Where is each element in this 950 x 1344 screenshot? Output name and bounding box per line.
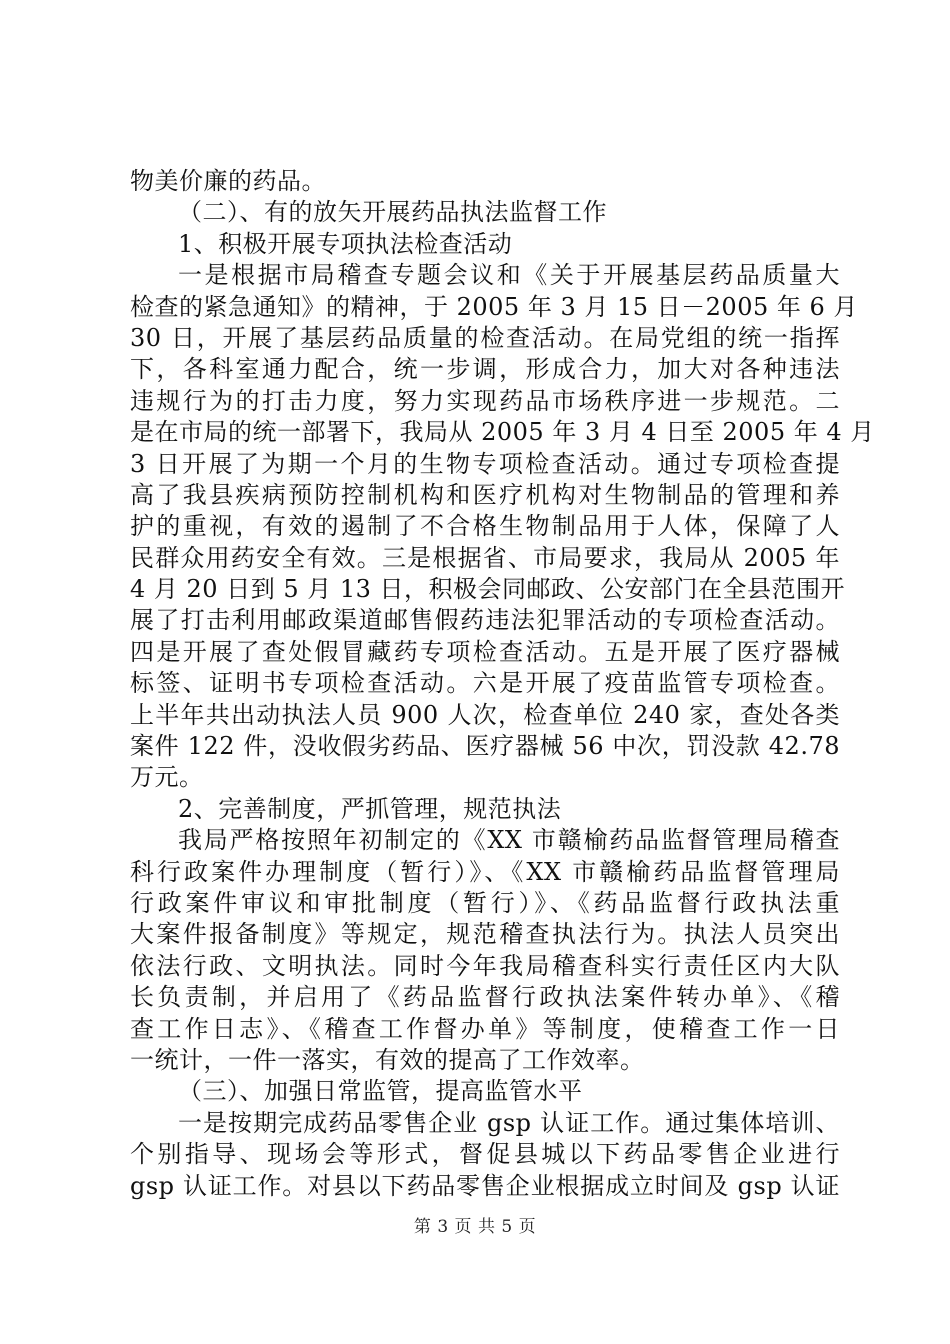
paragraph-line: 依法行政、文明执法。同时今年我局稽查科实行责任区内大队 — [130, 951, 840, 980]
paragraph-line: 物美价廉的药品。 — [130, 167, 326, 195]
paragraph-line: gsp 认证工作。对县以下药品零售企业根据成立时间及 gsp 认证 — [130, 1171, 840, 1200]
section-heading: （二）、有的放矢开展药品执法监督工作 — [178, 198, 607, 227]
paragraph-line: 护的重视，有效的遏制了不合格生物制品用于人体，保障了人 — [130, 512, 840, 541]
paragraph-line: 下，各科室通力配合，统一步调，形成合力，加大对各种违法 — [130, 355, 840, 384]
paragraph-line: 违规行为的打击力度，努力实现药品市场秩序进一步规范。二 — [130, 386, 840, 415]
paragraph-line: 3 日开展了为期一个月的生物专项检查活动。通过专项检查提 — [130, 449, 840, 478]
paragraph-line: 高了我县疾病预防控制机构和医疗机构对生物制品的管理和养 — [130, 480, 840, 509]
paragraph-line: 案件 122 件，没收假劣药品、医疗器械 56 中次，罚没款 42.78 — [130, 732, 840, 761]
paragraph-line: 是在市局的统一部署下，我局从 2005 年 3 月 4 日至 2005 年 4 月 — [130, 418, 875, 447]
paragraph-line: 展了打击利用邮政渠道邮售假药违法犯罪活动的专项检查活动。 — [130, 606, 840, 635]
paragraph-line: 标签、证明书专项检查活动。六是开展了疫苗监管专项检查。 — [130, 669, 840, 698]
section-heading: 2、完善制度，严抓管理，规范执法 — [178, 794, 562, 823]
paragraph-line: 4 月 20 日到 5 月 13 日，积极会同邮政、公安部门在全县范围开 — [130, 575, 846, 604]
paragraph-line: 四是开展了查处假冒藏药专项检查活动。五是开展了医疗器械 — [130, 637, 840, 666]
paragraph-line: 一是根据市局稽查专题会议和《关于开展基层药品质量大 — [178, 261, 840, 290]
paragraph-line: 个别指导、现场会等形式，督促县城以下药品零售企业进行 — [130, 1140, 840, 1169]
paragraph-line: 检查的紧急通知》的精神，于 2005 年 3 月 15 日－2005 年 6 月 — [130, 292, 858, 321]
paragraph-line: 长负责制，并启用了《药品监督行政执法案件转办单》、《稽 — [130, 983, 840, 1012]
paragraph-line: 上半年共出动执法人员 900 人次，检查单位 240 家，查处各类 — [130, 700, 840, 729]
section-heading: 1、积极开展专项执法检查活动 — [178, 229, 513, 258]
paragraph-line: 行政案件审议和审批制度（暂行）》、《药品监督行政执法重 — [130, 888, 840, 917]
paragraph-line: 万元。 — [130, 763, 204, 792]
page-footer: 第 3 页 共 5 页 — [413, 1217, 537, 1237]
paragraph-line: 大案件报备制度》等规定，规范稽查执法行为。执法人员突出 — [130, 920, 840, 949]
section-heading: （三）、加强日常监管，提高监管水平 — [178, 1077, 583, 1106]
paragraph-line: 一统计，一件一落实，有效的提高了工作效率。 — [130, 1045, 645, 1074]
paragraph-line: 科行政案件办理制度（暂行）》、《XX 市赣榆药品监督管理局 — [130, 857, 840, 886]
paragraph-line: 30 日，开展了基层药品质量的检查活动。在局党组的统一指挥 — [130, 323, 840, 352]
paragraph-line: 查工作日志》、《稽查工作督办单》等制度，使稽查工作一日 — [130, 1014, 840, 1043]
paragraph-line: 我局严格按照年初制定的《XX 市赣榆药品监督管理局稽查 — [178, 826, 840, 855]
document-body — [130, 166, 875, 1202]
paragraph-line: 一是按期完成药品零售企业 gsp 认证工作。通过集体培训、 — [178, 1108, 840, 1137]
paragraph-line: 民群众用药安全有效。三是根据省、市局要求，我局从 2005 年 — [130, 543, 840, 572]
